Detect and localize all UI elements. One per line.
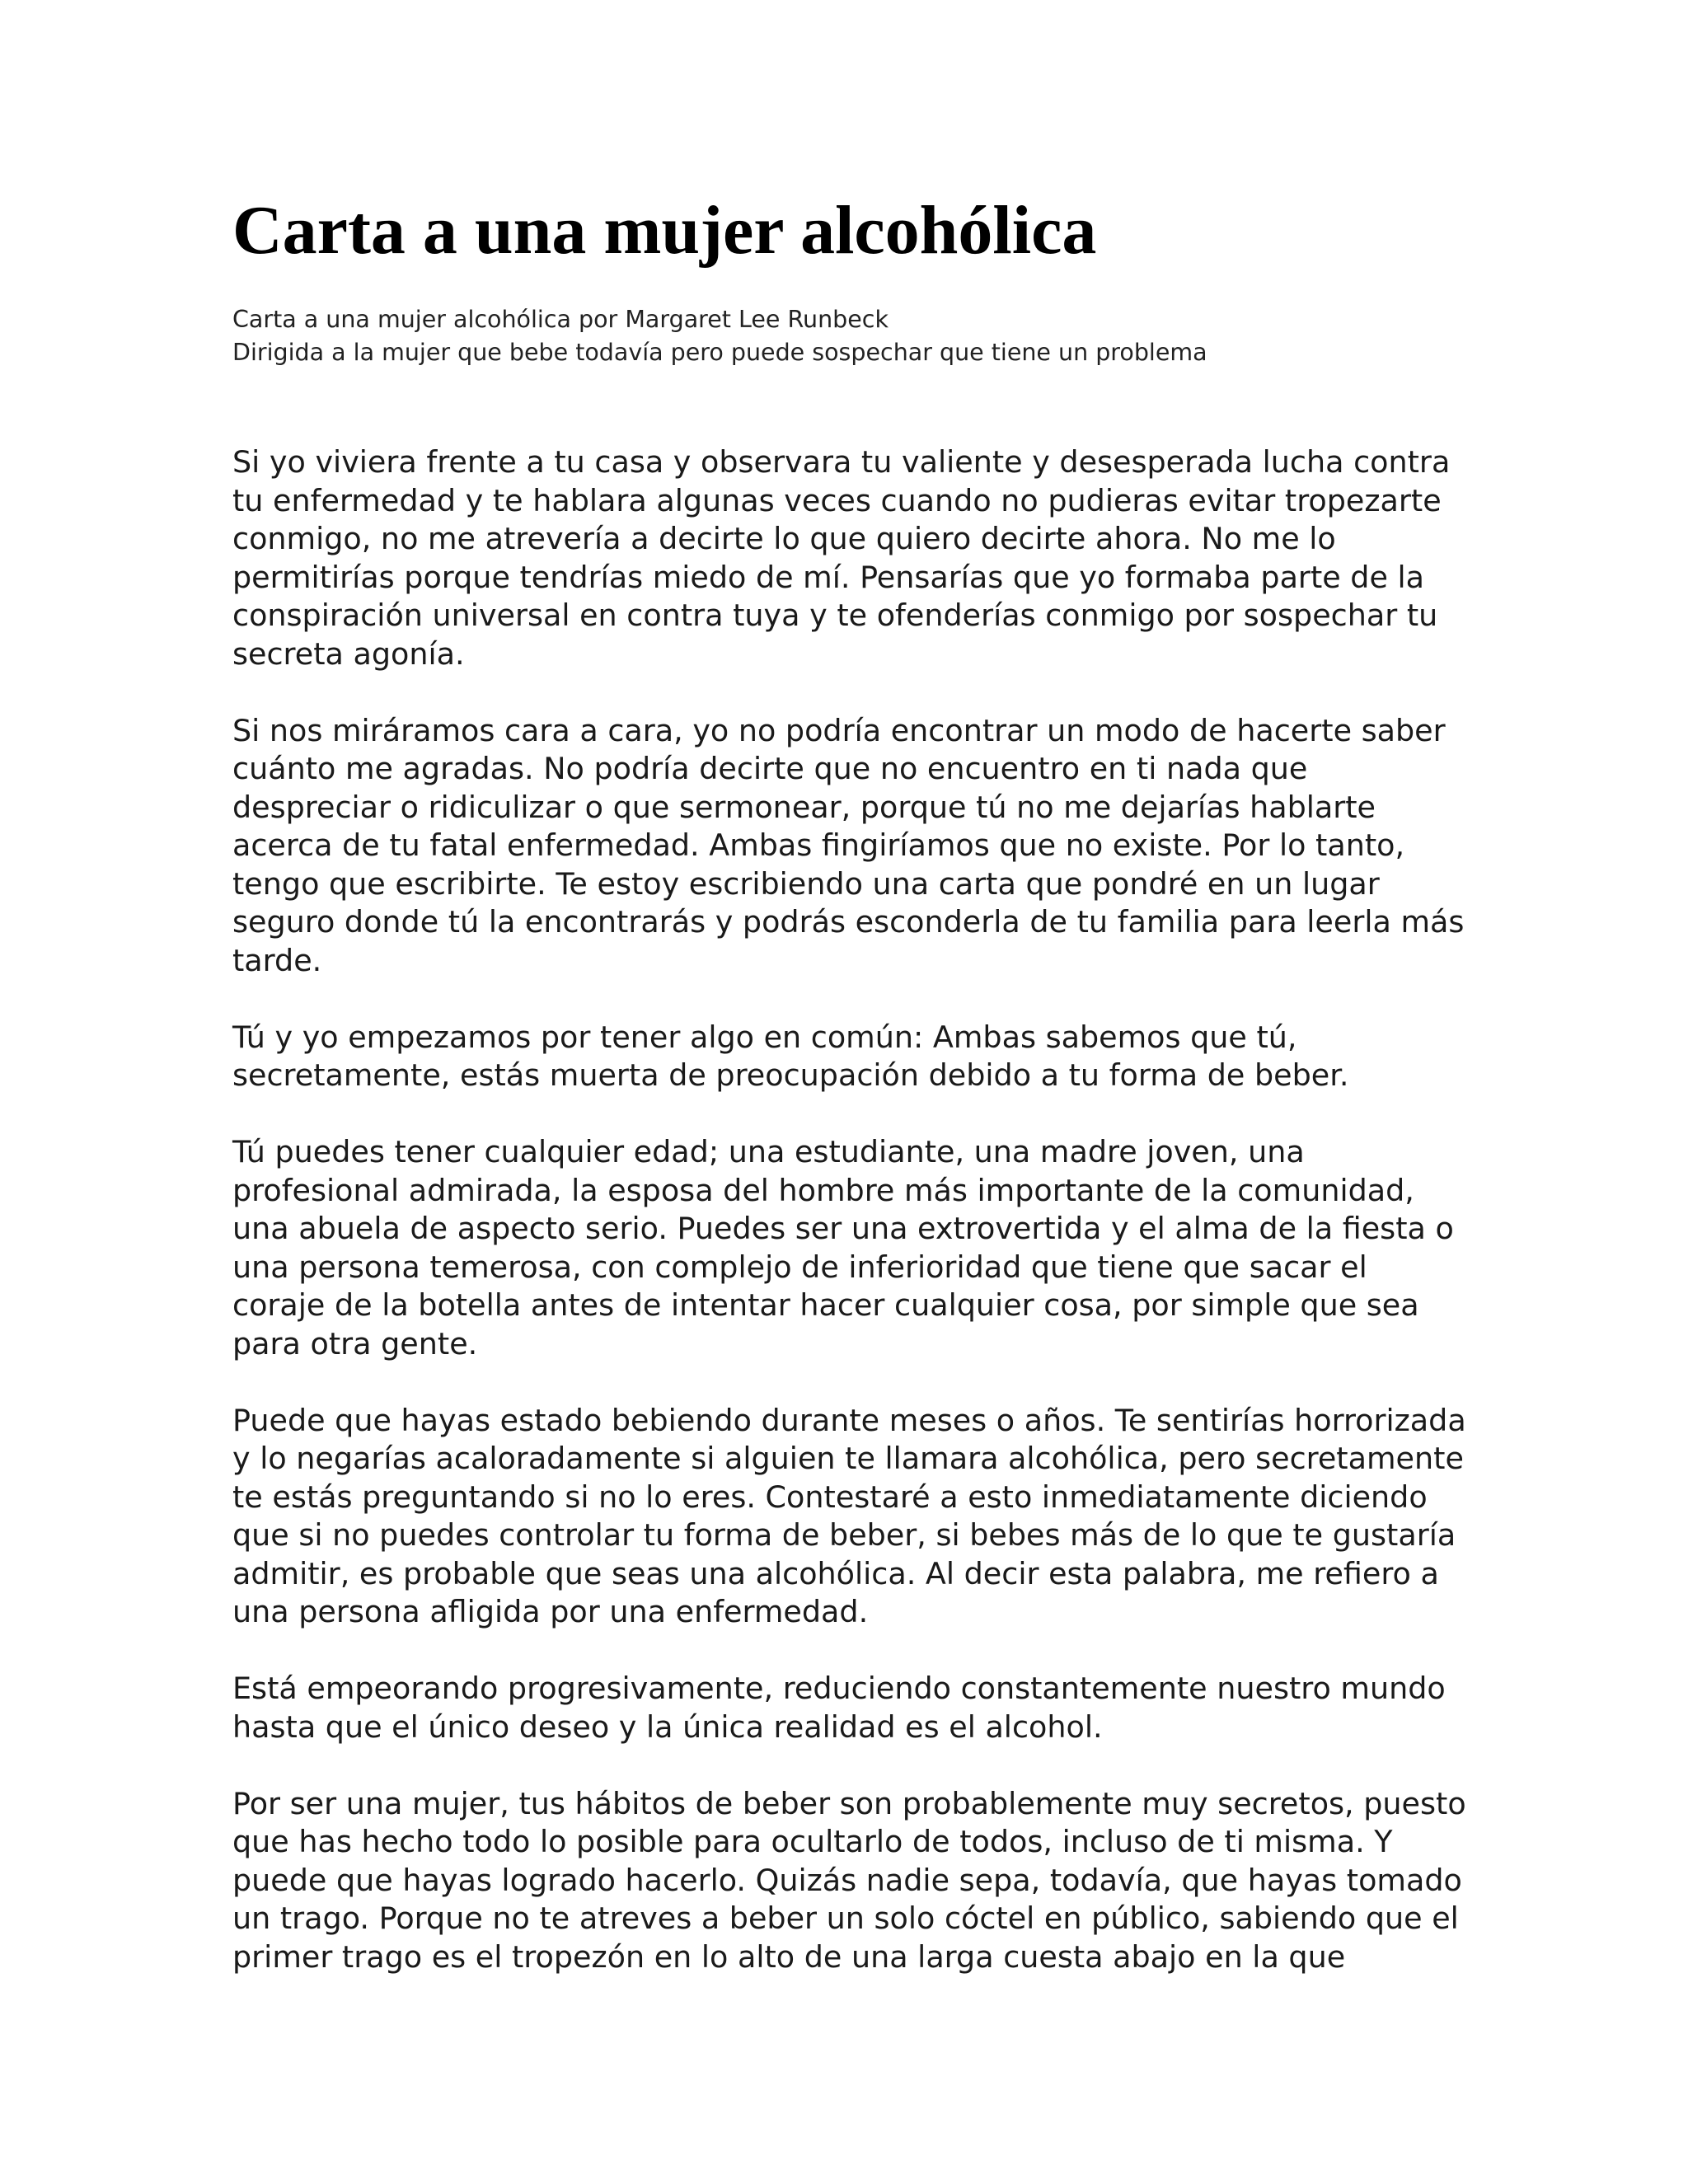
- text-line: seguro donde tú la encontrarás y podrás esconderla de tu familia para leerla más: [232, 904, 1465, 940]
- text-line: Tú y yo empezamos por tener algo en común: Ambas sabemos que tú,: [232, 1019, 1297, 1055]
- paragraph-5: [232, 1402, 1466, 1632]
- paragraph-3: [232, 1019, 1452, 1095]
- text-line: cuánto me agradas. No podría decirte que no encuentro en ti nada que: [232, 751, 1308, 786]
- text-line: Tú puedes tener cualquier edad; una estudiante, una madre joven, una: [232, 1134, 1305, 1169]
- text-line: que si no puedes controlar tu forma de beber, si bebes más de lo que te gustaría: [232, 1517, 1456, 1553]
- paragraph-7: [232, 1785, 1466, 1977]
- text-line: te estás preguntando si no lo eres. Contestaré a esto inmediatamente diciendo: [232, 1479, 1428, 1515]
- text-line: despreciar o ridiculizar o que sermonear, porque tú no me dejarías hablarte: [232, 789, 1376, 825]
- text-line: conspiración universal en contra tuya y te ofenderías conmigo por sospechar tu: [232, 598, 1438, 633]
- document-page: [232, 190, 1466, 2015]
- text-line: admitir, es probable que seas una alcohólica. Al decir esta palabra, me refiero a: [232, 1555, 1439, 1591]
- text-line: y lo negarías acaloradamente si alguien te llamara alcohólica, pero secretamente: [232, 1441, 1464, 1476]
- paragraph-4: [232, 1133, 1452, 1363]
- text-line: conmigo, no me atrevería a decirte lo que quiero decirte ahora. No me lo: [232, 521, 1336, 556]
- text-line: un trago. Porque no te atreves a beber un solo cóctel en público, sabiendo que el: [232, 1900, 1459, 1936]
- text-line: una persona afligida por una enfermedad.: [232, 1594, 869, 1629]
- text-line: Puede que hayas estado bebiendo durante meses o años. Te sentirías horrorizada: [232, 1402, 1466, 1438]
- text-line: una persona temerosa, con complejo de inferioridad que tiene que sacar el: [232, 1249, 1367, 1285]
- text-line: profesional admirada, la esposa del hombre más importante de la comunidad,: [232, 1172, 1414, 1208]
- text-line: Está empeorando progresivamente, reduciendo constantemente nuestro mundo: [232, 1671, 1446, 1706]
- text-line: una abuela de aspecto serio. Puedes ser una extrovertida y el alma de la fiesta o: [232, 1211, 1454, 1246]
- text-line: que has hecho todo lo posible para ocultarlo de todos, incluso de ti misma. Y: [232, 1824, 1393, 1859]
- document-title: Carta a una mujer alcohólica: [232, 192, 1097, 269]
- text-line: Si yo viviera frente a tu casa y observara tu valiente y desesperada lucha contra: [232, 444, 1451, 480]
- paragraph-2: [232, 712, 1465, 981]
- text-line: tengo que escribirte. Te estoy escribiendo una carta que pondré en un lugar: [232, 865, 1380, 902]
- subtitle-line: Dirigida a la mujer que bebe todavía pero puede sospechar que tiene un problema: [232, 339, 1207, 366]
- text-line: primer trago es el tropezón en lo alto de una larga cuesta abajo en la que: [232, 1938, 1346, 1975]
- text-line: hasta que el único deseo y la única realidad es el alcohol.: [232, 1708, 1103, 1745]
- document-subtitle: [232, 303, 1452, 369]
- text-line: Por ser una mujer, tus hábitos de beber son probablemente muy secretos, puesto: [232, 1785, 1466, 1821]
- text-line: permitirías porque tendrías miedo de mí. Pensarías que yo formaba parte de la: [232, 559, 1425, 595]
- subtitle-line: Carta a una mujer alcohólica por Margaret Lee Runbeck: [232, 306, 889, 333]
- text-line: acerca de tu fatal enfermedad. Ambas fingiríamos que no existe. Por lo tanto,: [232, 827, 1405, 863]
- paragraph-1: [232, 443, 1452, 673]
- text-line: coraje de la botella antes de intentar hacer cualquier cosa, por simple que sea: [232, 1287, 1419, 1323]
- text-line: para otra gente.: [232, 1325, 478, 1361]
- text-line: Si nos miráramos cara a cara, yo no podría encontrar un modo de hacerte saber: [232, 712, 1446, 748]
- text-line: tarde.: [232, 942, 322, 978]
- text-line: tu enfermedad y te hablara algunas veces cuando no pudieras evitar tropezarte: [232, 482, 1442, 518]
- letter-body: [232, 443, 1466, 1976]
- text-line: secreta agonía.: [232, 635, 465, 672]
- paragraph-6: [232, 1670, 1452, 1746]
- text-line: secretamente, estás muerta de preocupación debido a tu forma de beber.: [232, 1057, 1349, 1093]
- text-line: puede que hayas logrado hacerlo. Quizás nadie sepa, todavía, que hayas tomado: [232, 1862, 1462, 1898]
